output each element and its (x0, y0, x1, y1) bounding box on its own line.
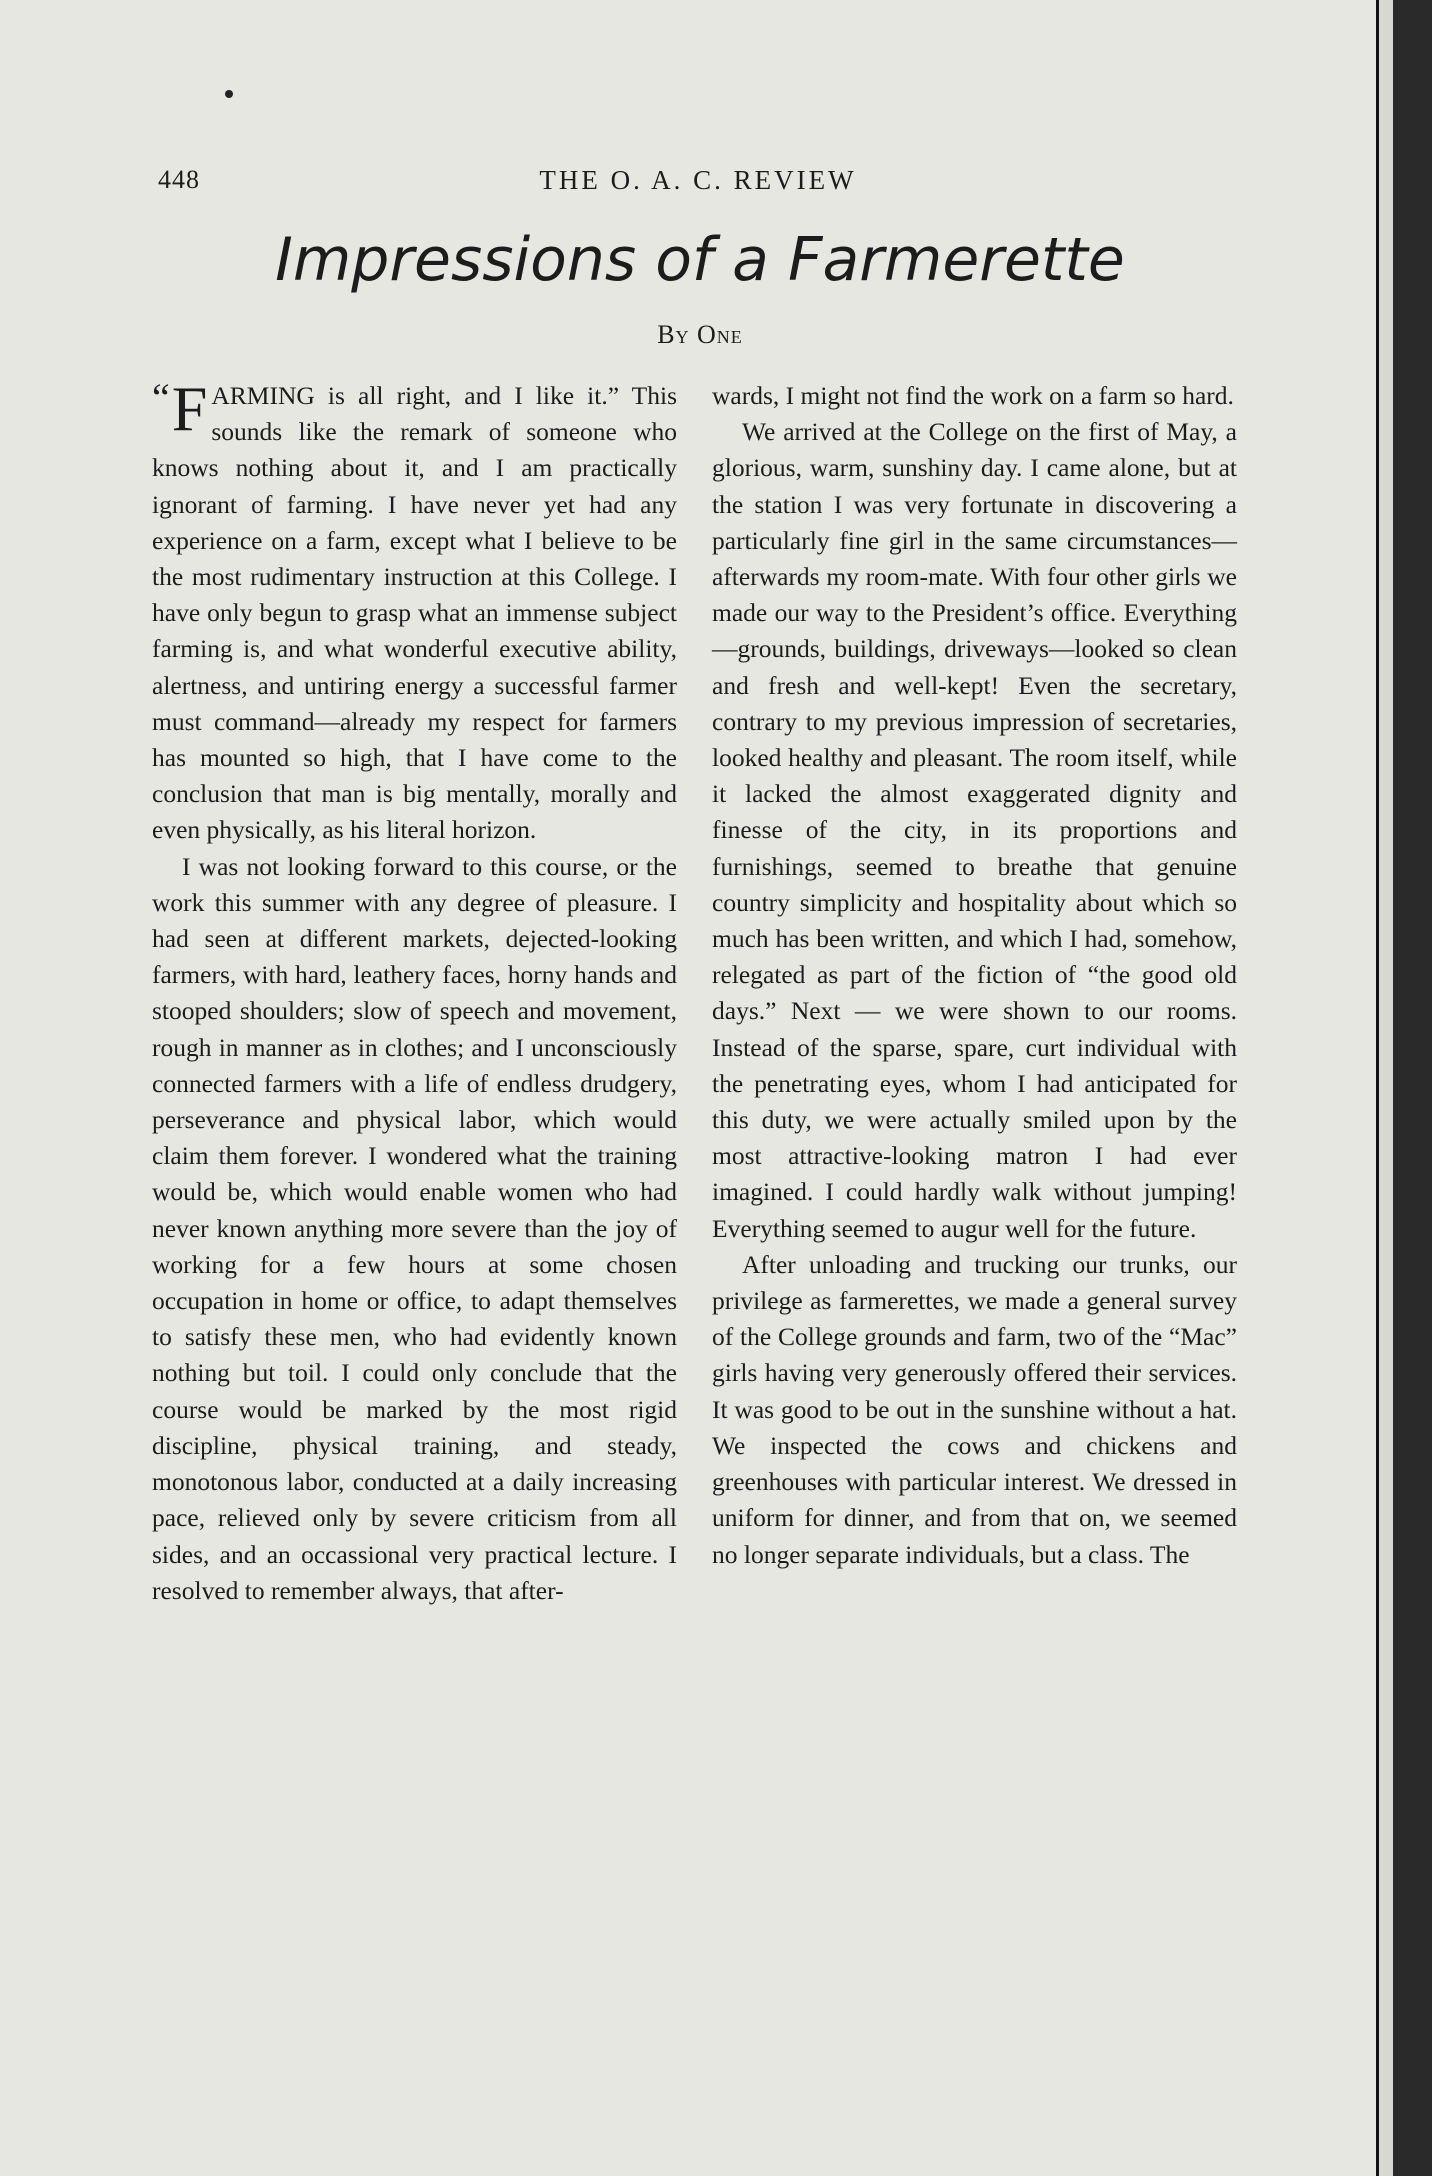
paragraph: We arrived at the College on the first of May, a glorious, warm, sunshiny day. I came alone, but at the station I was very fortunate in discovering a particularly fine girl in the same circumstances—afterwards my room-mate. With four other girls we made our way to the President’s office. Everything—grounds, buildings, driveways—looked so clean and fresh and well-kept! Even the secretary, contrary to my previous impression of secretaries, looked healthy and pleasant. The room itself, while it lacked the almost exaggerated dignity and finesse of the city, in its proportions and furnishings, seemed to breathe that genuine country simplicity and hospitality about which so much has been written, and which I had, somehow, relegated as part of the fiction of “the good old days.” Next — we were shown to our rooms. Instead of the sparse, spare, curt individual with the penetrating eyes, whom I had anticipated for this duty, we were actually smiled upon by the most attractive-looking matron I had ever imagined. I could hardly walk without jumping! Everything seemed to augur well for the future. (712, 417, 1237, 1243)
left-column (152, 373, 678, 1609)
article-byline: By One (657, 320, 743, 349)
right-column (712, 378, 1237, 1573)
adjacent-page-edge (1376, 0, 1393, 2176)
drop-cap: F (171, 373, 208, 444)
page-header (158, 165, 1238, 205)
paragraph-text: is all right, and I like it.” This sounds like the remark of someone who knows nothing about it, and I am practically ignorant of farming. I have never yet had any experience on a farm, except what I believe to be the most rudimentary instruction at this College. I have only begun to grasp what an immense subject farming is, and what wonderful executive ability, alertness, and untiring energy a successful farmer must command—already my respect for farmers has mounted so high, that I have come to the conclusion that man is big mentally, morally and even physically, as his literal horizon. (152, 381, 678, 845)
article-title: Impressions of a Farmerette (275, 225, 1125, 295)
drop-quote: “ (152, 375, 170, 420)
paragraph: I was not looking forward to this course, or the work this summer with any degree of pleasure. I had seen at different markets, dejected-looking farmers, with hard, leathery faces, horny hands and stooped shoulders; slow of speech and movement, rough in manner as in clothes; and I unconsciously connected farmers with a life of endless drudgery, perseverance and physical labor, which would claim them forever. I wondered what the training would be, which would enable women who had never known anything more severe than the joy of working for a few hours at some chosen occupation in home or office, to adapt themselves to satisfy these men, who had evidently known nothing but toil. I could only conclude that the course would be marked by the most rigid discipline, physical training, and steady, monotonous labor, conducted at a daily increasing pace, relieved only by severe criticism from all sides, and an occassional very practical lecture. I resolved to remember always, that after- (152, 851, 677, 1605)
paragraph-continued: wards, I might not find the work on a farm so hard. (712, 381, 1234, 410)
page-number: 448 (158, 165, 200, 194)
first-word: ARMING (211, 381, 315, 410)
paragraph (152, 373, 678, 849)
running-head: THE O. A. C. REVIEW (539, 165, 857, 195)
paragraph: After unloading and trucking our trunks, our privilege as farmerettes, we made a general survey of the College grounds and farm, two of the “Mac” girls having very generously offered their services. It was good to be out in the sunshine without a hat. We inspected the cows and chickens and greenhouses with particular interest. We dressed in uniform for dinner, and from that on, we seemed no longer separate individuals, but a class. The (712, 1249, 1237, 1569)
print-speck (225, 90, 233, 98)
